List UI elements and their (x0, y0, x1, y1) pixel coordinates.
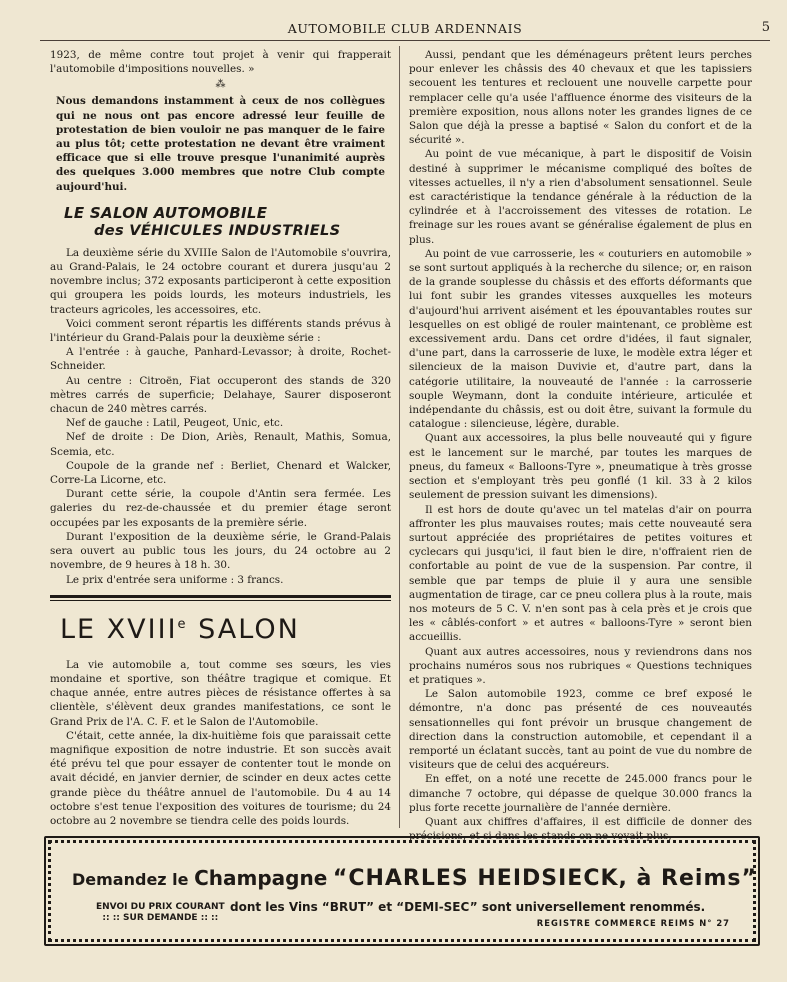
ad-envoi-line2: :: :: SUR DEMANDE :: :: (102, 913, 219, 923)
ad-brand: “CHARLES HEIDSIECK, à Reims” (332, 866, 757, 891)
article-paragraph: Coupole de la grande nef : Berliet, Chenard et Walcker, Corre-La Licorne, etc. (50, 459, 391, 487)
article-paragraph: Aussi, pendant que les déménageurs prêtent leurs perches pour enlever les châssis des 40 chevaux et que les tapissiers secouent les tentures et reclouent une nouvelle carpette pour remplacer celle qu'a usée l'affluence énorme des visiteurs de la première exposition, nous allons noter les grandes lignes de ce Salon que déjà la presse a baptisé « Salon du confort et de la sécurité ». (409, 49, 752, 147)
article-paragraph: Voici comment seront répartis les différents stands prévus à l'intérieur du Grand-Palais pour la deuxième série : (50, 317, 391, 345)
intro-paragraph: 1923, de même contre tout projet à venir qui frapperait l'automobile d'impositions nouvelles. » (50, 49, 391, 76)
article-paragraph: Quant aux autres accessoires, nous y reviendrons dans nos prochains numéros sous nos rubriques « Questions techniques et pratiques ». (409, 645, 752, 686)
article-paragraph: Le prix d'entrée sera uniforme : 3 francs. (66, 573, 284, 586)
section-stars: ⁂ (215, 79, 226, 91)
salon-heading (60, 607, 391, 648)
salon-heading-tail: SALON (187, 613, 300, 645)
running-header (40, 18, 770, 41)
column-divider (399, 46, 400, 828)
section-rule-thick (50, 595, 391, 598)
article-paragraph: Au point de vue mécanique, à part le dispositif de Voisin destiné à supprimer le mécanisme compliqué des boîtes de vitesses actuelles, il n'y a rien d'absolument sensationnel. Seule est caractéristique la tendance générale à la réduction de la cylindrée et à l'accroissement des vitesses de rotation. Le freinage sur les roues avant se généralise également de plus en plus. (409, 148, 752, 246)
section-rule-thin (50, 600, 391, 601)
ad-envoi-line1: ENVOI DU PRIX COURANT (96, 902, 225, 912)
article-paragraph: A l'entrée : à gauche, Panhard-Levassor; à droite, Rochet-Schneider. (50, 346, 391, 373)
left-column (50, 48, 391, 828)
article-paragraph: Durant cette série, la coupole d'Antin sera fermée. Les galeries du rez-de-chaussée et du premier étage seront occupées par les exposants de la première série. (50, 488, 391, 529)
champagne-advertisement (44, 836, 760, 946)
ad-registre: REGISTRE COMMERCE REIMS N° 27 (536, 918, 730, 928)
article-paragraph: Au point de vue carrosserie, les « couturiers en automobile » se sont surtout appliqués à la recherche du silence; or, en raison de la grande souplesse du châssis et des efforts déformants que lui font subir les grandes vitesses auxquelles les moteurs d'aujourd'hui arrivent aisément et les épouvantables routes sur lesquelles on est obligé de rouler maintenant, ce problème est excessivement ardu. Dans cet ordre d'idées, il faut signaler, d'une part, dans la carrosserie de luxe, le modèle extra léger et silencieux de la maison Duvivie et, d'autre part, dans la catégorie utilitaire, la nouveauté de l'année : la carrosserie souple Weymann, dont la conduite intérieure, articulée et indépendante du châssis, est ou doit être, suivant la formule du catalogue : silencieuse, légère, durable. (409, 247, 752, 431)
page-number: 5 (761, 20, 770, 35)
article-paragraph: Le Salon automobile 1923, comme ce bref exposé le démontre, n'a donc pas présenté de ces nouveautés sensationnelles qui font prévoir un brusque changement de direction dans la construction automobile, et cependant il a remporté un éclatant succès, tant au point de vue du nombre de visiteurs que de celui des acquéreurs. (409, 688, 752, 772)
journal-title: AUTOMOBILE CLUB ARDENNAIS (287, 21, 523, 36)
ad-champagne: Champagne (194, 866, 328, 890)
ad-demandez: Demandez le (72, 870, 189, 889)
salon-heading-sup: e (177, 616, 188, 632)
article-paragraph: Durant l'exposition de la deuxième série, le Grand-Palais sera ouvert au public tous les jours, du 24 octobre au 2 novembre, de 9 heures à 18 h. 30. (50, 530, 391, 572)
ad-envoi (96, 902, 225, 924)
article-paragraph: Quant aux accessoires, la plus belle nouveauté qui y figure est le lancement sur le marché, par toutes les marques de pneus, du fameux « Balloons-Tyre », pneumatique à très grosse section et s'employant très peu gonflé (1 kil. 33 à 2 kilos seulement de pression suivant les dimensions). (409, 432, 752, 502)
article-paragraph: Nef de gauche : Latil, Peugeot, Unic, etc. (66, 417, 284, 430)
article-headline: LE SALON AUTOMOBILE (64, 203, 268, 222)
right-column (409, 48, 752, 843)
salon-paragraph: La vie automobile a, tout comme ses sœurs, les vies mondaine et sportive, son théâtre tragique et comique. Et chaque année, entre autres pièces de résistance offertes à sa clientèle, s'élèvent deux grandes manifestations, ce sont le Grand Prix de l'A. C. F. et le Salon de l'Automobile. (50, 658, 391, 728)
bold-appeal: Nous demandons instamment à ceux de nos collègues qui ne nous ont pas encore adressé leur feuille de protestation de bien vouloir ne pas manquer de le faire au plus tôt; cette protestation ne devant être vraiment efficace que si elle trouve presque l'unanimité auprès des quelques 3.000 membres que notre Club compte aujourd'hui. (56, 95, 385, 193)
article-paragraph: Il est hors de doute qu'avec un tel matelas d'air on pourra affronter les plus mauvaises routes; mais cette nouveauté sera surtout appréciée des propriétaires de petites voitures et cyclecars qui jusqu'ici, il faut bien le dire, n'offraient rien de confortable au point de vue de la suspension. Par contre, il semble que par temps de pluie il y aura une sensible augmentation de tirage, car ce pneu collera plus à la route, mais nos moteurs de 5 C. V. n'en sont pas à cela près et je crois que les « câblés-confort » et autres « balloons-Tyre » seront bien accueillis. (409, 503, 752, 644)
ad-wines: dont les Vins “BRUT” et “DEMI-SEC” sont universellement renommés. (230, 900, 706, 914)
article-paragraph: Au centre : Citroën, Fiat occuperont des stands de 320 mètres carrés de superficie; Delahaye, Saurer disposeront chacun de 240 mètres carrés. (50, 374, 391, 416)
ad-headline (72, 866, 757, 891)
bold-appeal-block (56, 94, 385, 193)
article-paragraph: Quant aux chiffres d'affaires, il est difficile de donner des précisions, et si dans les stands on ne voyait plus, (409, 815, 752, 843)
salon-paragraph: C'était, cette année, la dix-huitième fois que paraissait cette magnifique exposition de notre industrie. Et son succès avait été prévu tel que pour essayer de contenter tout le monde on avait décidé, en janvier dernier, de scinder en deux actes cette grande pièce du théâtre annuel de l'automobile. Du 4 au 14 octobre s'est tenue l'exposition des voitures de tourisme; du 24 octobre au 2 novembre se tiendra celle des poids lourds. (50, 729, 391, 827)
article-paragraph: En effet, on a noté une recette de 245.000 francs pour le dimanche 7 octobre, qui dépasse de quelque 30.000 francs la plus forte recette journalière de l'année dernière. (409, 773, 752, 814)
article-subheadline: des VÉHICULES INDUSTRIELS (94, 221, 341, 239)
salon-heading-text: LE XVIII (60, 613, 178, 645)
article-paragraph: Nef de droite : De Dion, Ariès, Renault, Mathis, Somua, Scemia, etc. (50, 431, 391, 458)
article-paragraph: La deuxième série du XVIIIe Salon de l'Automobile s'ouvrira, au Grand-Palais, le 24 octobre courant et durera jusqu'au 2 novembre inclus; 372 exposants participeront à cette exposition qui groupera les poids lourds, les moteurs industriels, les tracteurs agricoles, les accessoires, etc. (50, 246, 391, 316)
